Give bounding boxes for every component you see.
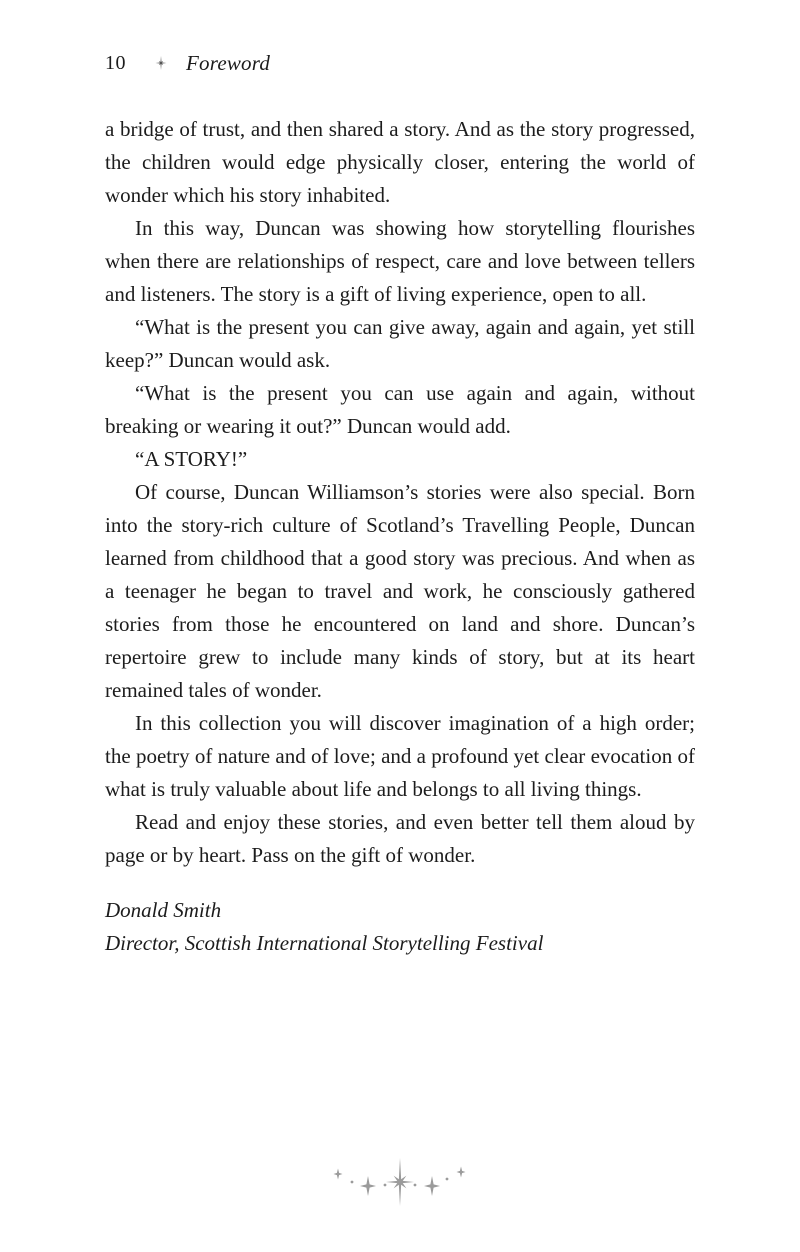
paragraph: “What is the present you can use again and again, without breaking or wearing it out?” Duncan would add.	[105, 381, 695, 438]
paragraph: Of course, Duncan Williamson’s stories were also special. Born into the story-rich culture of Scotland’s Travelling People, Duncan learned from childhood that a good story was precious. And when as a teenager he began to travel and work, he consciously gathered stories from those he encountered on land and shore. Duncan’s repertoire grew to include many kinds of story, but at its heart remained tales of wonder.	[105, 480, 695, 702]
star-icon	[153, 55, 169, 71]
page-header	[105, 50, 695, 76]
signature-title: Director, Scottish International Storytelling Festival	[105, 931, 544, 955]
paragraph: “What is the present you can give away, again and again, yet still keep?” Duncan would ask.	[105, 315, 695, 372]
star-cluster-icon	[330, 1156, 470, 1212]
paragraph: Read and enjoy these stories, and even better tell them aloud by page or by heart. Pass on the gift of wonder.	[105, 810, 695, 867]
paragraph: “A STORY!”	[135, 447, 248, 471]
signature-name: Donald Smith	[105, 898, 222, 922]
signature-block	[105, 894, 695, 960]
paragraph: In this collection you will discover imagination of a high order; the poetry of nature and of love; and a profound yet clear evocation of what is truly valuable about life and belongs to all living things.	[105, 711, 695, 801]
paragraph: a bridge of trust, and then shared a story. And as the story progressed, the children would edge physically closer, entering the world of wonder which his story inhabited.	[105, 117, 695, 207]
body-text	[105, 113, 695, 960]
page-number: 10	[105, 52, 126, 74]
header-title: Foreword	[186, 51, 271, 75]
paragraph: In this way, Duncan was showing how storytelling flourishes when there are relationships of respect, care and love between tellers and listeners. The story is a gift of living experience, open to all.	[105, 216, 695, 306]
